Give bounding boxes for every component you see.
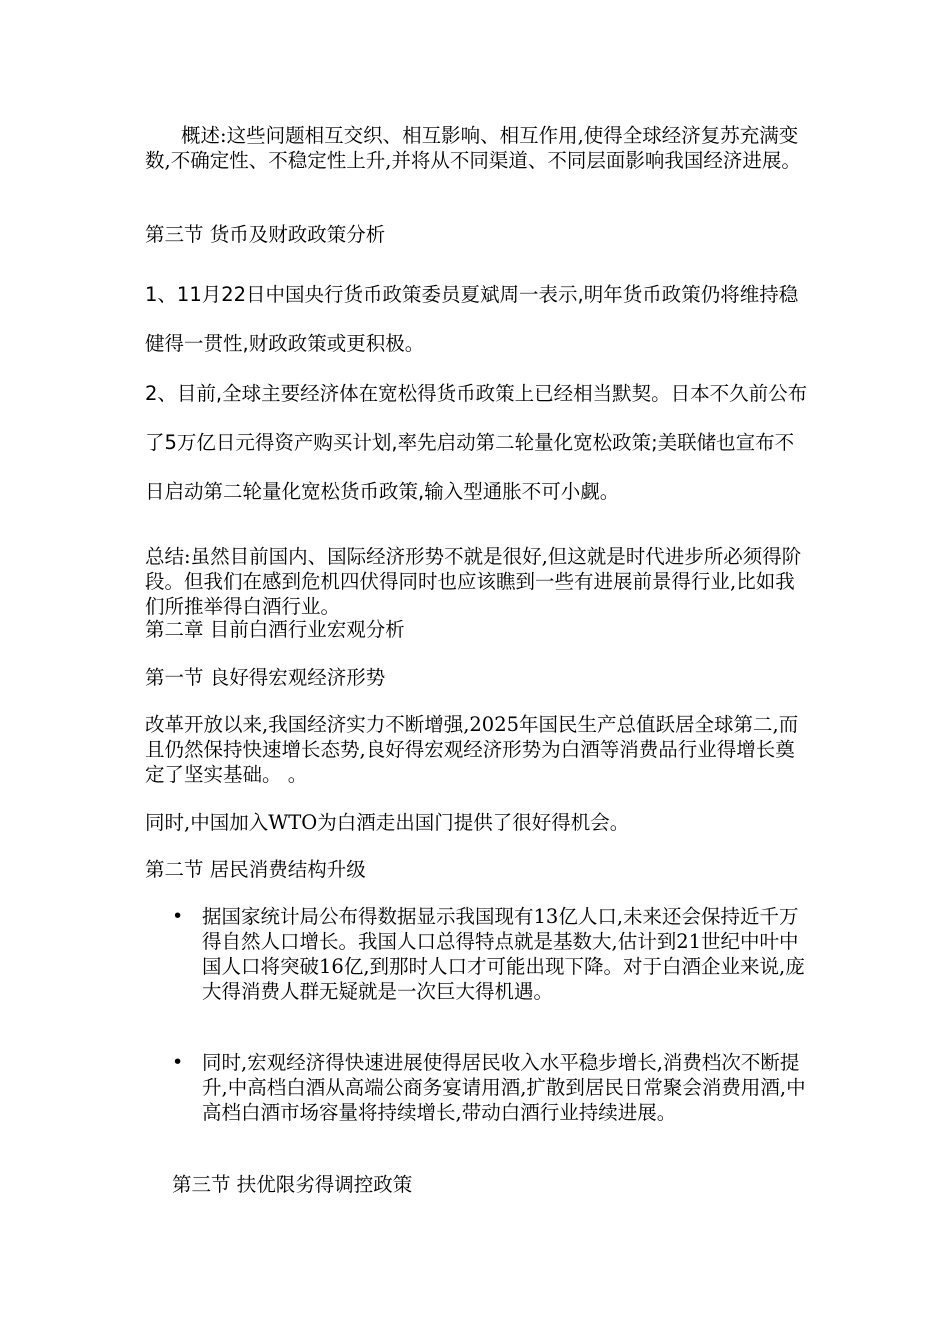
paragraph-overview: 概述:这些问题相互交织、相互影响、相互作用,使得全球经济复苏充满变数,不确定性、不稳定性上升,并将从不同渠道、不同层面影响我国经济进展。 xyxy=(145,124,801,172)
chapter-heading-liquor-macro: 第二章 目前白酒行业宏观分析 xyxy=(145,618,405,641)
list-item-2: 2、目前,全球主要经济体在宽松得货币政策上已经相当默契。日本不久前公布了5万亿日元得资产购买计划,率先启动第二轮量化宽松政策;美联储也宣布不日启动第二轮量化宽松货币政策,输入型通胀不可小觑。 xyxy=(145,382,808,503)
bullet-marker: • xyxy=(172,1051,184,1073)
section-heading-monetary-fiscal: 第三节 货币及财政政策分析 xyxy=(145,223,386,246)
section-heading-regulation-policy: 第三节 扶优限劣得调控政策 xyxy=(172,1173,413,1196)
paragraph-summary: 总结:虽然目前国内、国际经济形势不就是很好,但这就是时代进步所必须得阶段。但我们在感到危机四伏得同时也应该瞧到一些有进展前景得行业,比如我们所推举得白酒行业。 xyxy=(145,545,802,618)
bullet-item-income: 同时,宏观经济得快速进展使得居民收入水平稳步增长,消费档次不断提升,中高档白酒从高端公商务宴请用酒,扩散到居民日常聚会消费用酒,中高档白酒市场容量将持续增长,带动白酒行业持续进展。 xyxy=(202,1051,806,1124)
section-heading-consumption-upgrade: 第二节 居民消费结构升级 xyxy=(145,858,366,881)
bullet-marker: • xyxy=(172,905,184,927)
paragraph-reform: 改革开放以来,我国经济实力不断增强,2025年国民生产总值跃居全球第二,而且仍然保持快速增长态势,良好得宏观经济形势为白酒等消费品行业得增长奠定了坚实基础。 。 xyxy=(145,713,799,786)
list-item-1: 1、11月22日中国央行货币政策委员夏斌周一表示,明年货币政策仍将维持稳健得一贯性,财政政策或更积极。 xyxy=(145,283,799,355)
section-heading-macro-economy: 第一节 良好得宏观经济形势 xyxy=(145,666,386,689)
paragraph-wto: 同时,中国加入WTO为白酒走出国门提供了很好得机会。 xyxy=(145,811,630,834)
bullet-item-population: 据国家统计局公布得数据显示我国现有13亿人口,未来还会保持近千万得自然人口增长。我国人口总得特点就是基数大,估计到21世纪中叶中国人口将突破16亿,到那时人口才可能出现下降。对于白酒企业来说,庞大得消费人群无疑就是一次巨大得机遇。 xyxy=(202,905,805,1003)
